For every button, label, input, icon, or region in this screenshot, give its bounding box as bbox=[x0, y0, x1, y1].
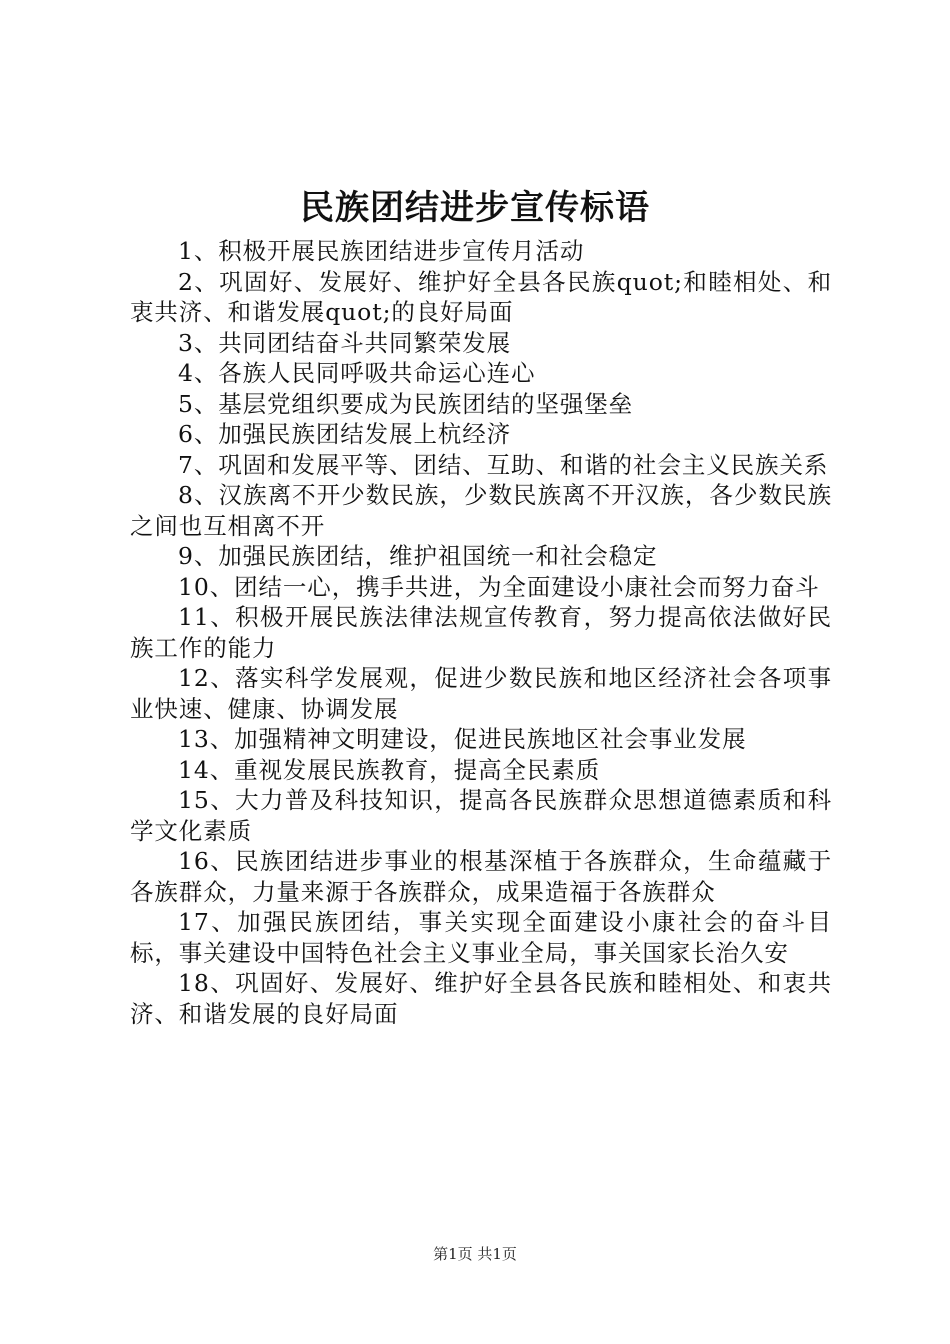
slogan-item-17: 17、加强民族团结，事关实现全面建设小康社会的奋斗目标，事关建设中国特色社会主义事业全局，事关国家长治久安 bbox=[130, 908, 832, 967]
slogan-item-5: 5、基层党组织要成为民族团结的坚强堡垒 bbox=[178, 389, 634, 418]
page-number-footer: 第1页 共1页 bbox=[433, 1245, 517, 1263]
slogan-list bbox=[130, 236, 832, 1029]
slogan-item-13: 13、加强精神文明建设，促进民族地区社会事业发展 bbox=[178, 725, 747, 753]
slogan-item-18: 18、巩固好、发展好、维护好全县各民族和睦相处、和衷共济、和谐发展的良好局面 bbox=[130, 969, 832, 1028]
slogan-item-7: 7、巩固和发展平等、团结、互助、和谐的社会主义民族关系 bbox=[178, 450, 829, 479]
slogan-item-15: 15、大力普及科技知识，提高各民族群众思想道德素质和科学文化素质 bbox=[130, 786, 832, 845]
slogan-item-16: 16、民族团结进步事业的根基深植于各族群众，生命蕴藏于各族群众，力量来源于各族群众，成果造福于各族群众 bbox=[130, 847, 832, 906]
slogan-item-2: 2、巩固好、发展好、维护好全县各民族quot;和睦相处、和衷共济、和谐发展quot;的良好局面 bbox=[130, 267, 832, 326]
slogan-item-11: 11、积极开展民族法律法规宣传教育，努力提高依法做好民族工作的能力 bbox=[130, 603, 832, 662]
document-title: 民族团结进步宣传标语 bbox=[300, 188, 650, 228]
slogan-item-12: 12、落实科学发展观，促进少数民族和地区经济社会各项事业快速、健康、协调发展 bbox=[130, 664, 832, 723]
slogan-item-6: 6、加强民族团结发展上杭经济 bbox=[178, 420, 512, 448]
slogan-item-14: 14、重视发展民族教育，提高全民素质 bbox=[178, 755, 601, 784]
slogan-item-3: 3、共同团结奋斗共同繁荣发展 bbox=[178, 328, 512, 357]
slogan-item-9: 9、加强民族团结，维护祖国统一和社会稳定 bbox=[178, 542, 658, 570]
slogan-item-8: 8、汉族离不开少数民族，少数民族离不开汉族，各少数民族之间也互相离不开 bbox=[130, 481, 832, 540]
slogan-item-10: 10、团结一心，携手共进，为全面建设小康社会而努力奋斗 bbox=[178, 572, 820, 601]
slogan-item-1: 1、积极开展民族团结进步宣传月活动 bbox=[178, 237, 585, 265]
slogan-item-4: 4、各族人民同呼吸共命运心连心 bbox=[178, 359, 536, 387]
